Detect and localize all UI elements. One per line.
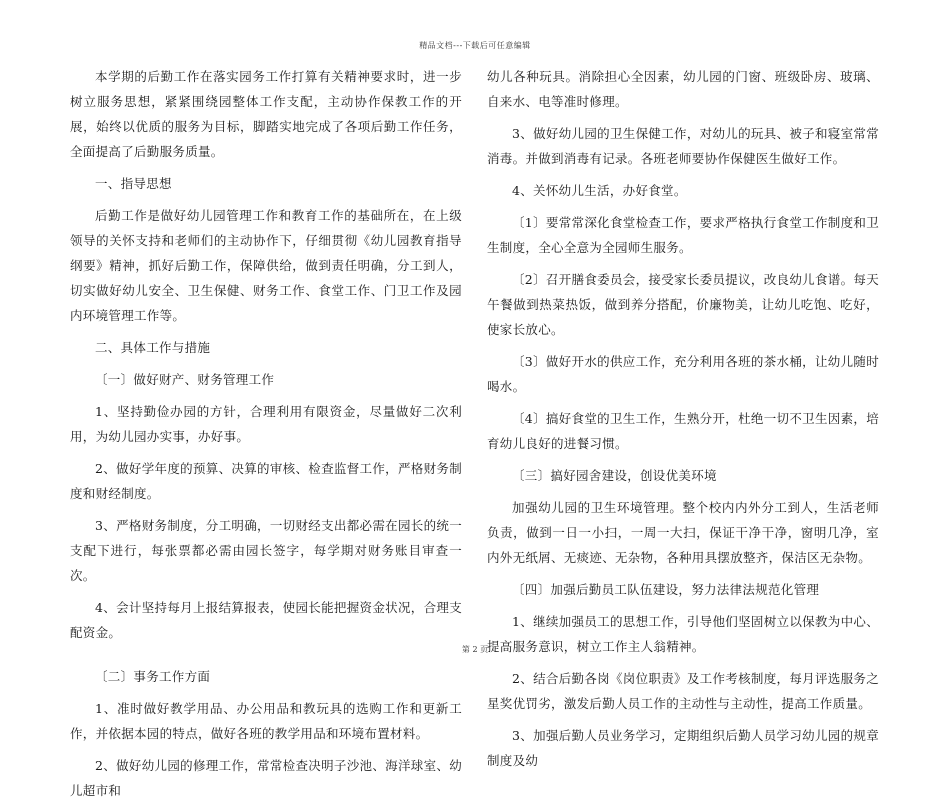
paragraph: 〔1〕要常常深化食堂检查工作，要求严格执行食堂工作制度和卫生制度，全心全意为全园师生服务。 (487, 215, 879, 255)
paragraph: 1、继续加强员工的思想工作，引导他们坚固树立以保教为中心、提高服务意识，树立工作主人翁精神。 (487, 614, 879, 654)
paragraph: 2、做好幼儿园的修理工作，常常检查决明子沙池、海洋球室、幼儿超市和 (70, 758, 462, 798)
paragraph: 后勤工作是做好幼儿园管理工作和教育工作的基础所在，在上级领导的关怀支持和老师们的主动协作下，仔细贯彻《幼儿园教育指导纲要》精神，抓好后勤工作，保障供给，做到责任明确，分工到人，切实做好幼儿安全、卫生保健、财务工作、食堂工作、门卫工作及园内环境管理工作等。 (70, 208, 462, 323)
right-column (487, 64, 879, 780)
paragraph: 3、严格财务制度，分工明确，一切财经支出都必需在园长的统一支配下进行，每张票都必需由园长签字，每学期对财务账目审查一次。 (70, 518, 462, 583)
section-heading: 一、指导思想 (95, 176, 172, 191)
paragraph: 〔2〕召开膳食委员会，接受家长委员提议，改良幼儿食谱。每天午餐做到热菜热饭，做到养分搭配，价廉物美，让幼儿吃饱、吃好，使家长放心。 (487, 272, 879, 337)
page-header: 精品文档---下载后可任意编辑 (419, 41, 531, 50)
subsection-heading: 〔一〕做好财产、财务管理工作 (95, 372, 275, 387)
subsection-heading: 〔四〕加强后勤员工队伍建设，努力法律法规范化管理 (512, 582, 820, 597)
subsection-heading: 〔二〕事务工作方面 (95, 669, 211, 684)
paragraph: 3、加强后勤人员业务学习，定期组织后勤人员学习幼儿园的规章制度及幼 (487, 728, 879, 768)
paragraph: 〔4〕搞好食堂的卫生工作，生熟分开，杜绝一切不卫生因素，培育幼儿良好的进餐习惯。 (487, 411, 879, 451)
paragraph: 本学期的后勤工作在落实园务工作打算有关精神要求时，进一步树立服务思想，紧紧围绕园整体工作支配，主动协作保教工作的开展，始终以优质的服务为目标，脚踏实地完成了各项后勤工作任务，全面提高了后勤服务质量。 (70, 69, 462, 159)
section-heading: 二、具体工作与措施 (95, 340, 211, 355)
left-column (70, 64, 462, 810)
paragraph: 〔3〕做好开水的供应工作，充分利用各班的茶水桶，让幼儿随时喝水。 (487, 354, 879, 394)
paragraph: 4、关怀幼儿生活，办好食堂。 (512, 183, 687, 198)
paragraph: 3、做好幼儿园的卫生保健工作，对幼儿的玩具、被子和寝室常常消毒。并做到消毒有记录。各班老师要协作保健医生做好工作。 (487, 126, 879, 166)
paragraph-continued: 幼儿各种玩具。消除担心全因素，幼儿园的门窗、班级卧房、玻璃、自来水、电等准时修理。 (487, 69, 879, 109)
subsection-heading: 〔三〕搞好园舍建设，创设优美环境 (512, 468, 717, 483)
paragraph: 4、会计坚持每月上报结算报表，使园长能把握资金状况，合理支配资金。 (70, 600, 462, 640)
paragraph: 2、结合后勤各岗《岗位职责》及工作考核制度，每月评选服务之星奖优罚劣，激发后勤人员工作的主动性与主动性，提高工作质量。 (487, 671, 879, 711)
paragraph: 2、做好学年度的预算、决算的审核、检查监督工作，严格财务制度和财经制度。 (70, 461, 462, 501)
paragraph: 1、坚持勤俭办园的方针，合理利用有限资金，尽量做好二次利用，为幼儿园办实事，办好事。 (70, 404, 462, 444)
paragraph: 1、准时做好教学用品、办公用品和教玩具的选购工作和更新工作，并依据本园的特点，做好各班的教学用品和环境布置材料。 (70, 701, 462, 741)
page-number: 第 2 页 (461, 645, 489, 654)
paragraph: 加强幼儿园的卫生环境管理。整个校内内外分工到人，生活老师负责，做到一日一小扫，一周一大扫，保证干净干净，窗明几净，室内外无纸屑、无痰迹、无杂物，各种用具摆放整齐，保洁区无杂物。 (487, 500, 879, 565)
